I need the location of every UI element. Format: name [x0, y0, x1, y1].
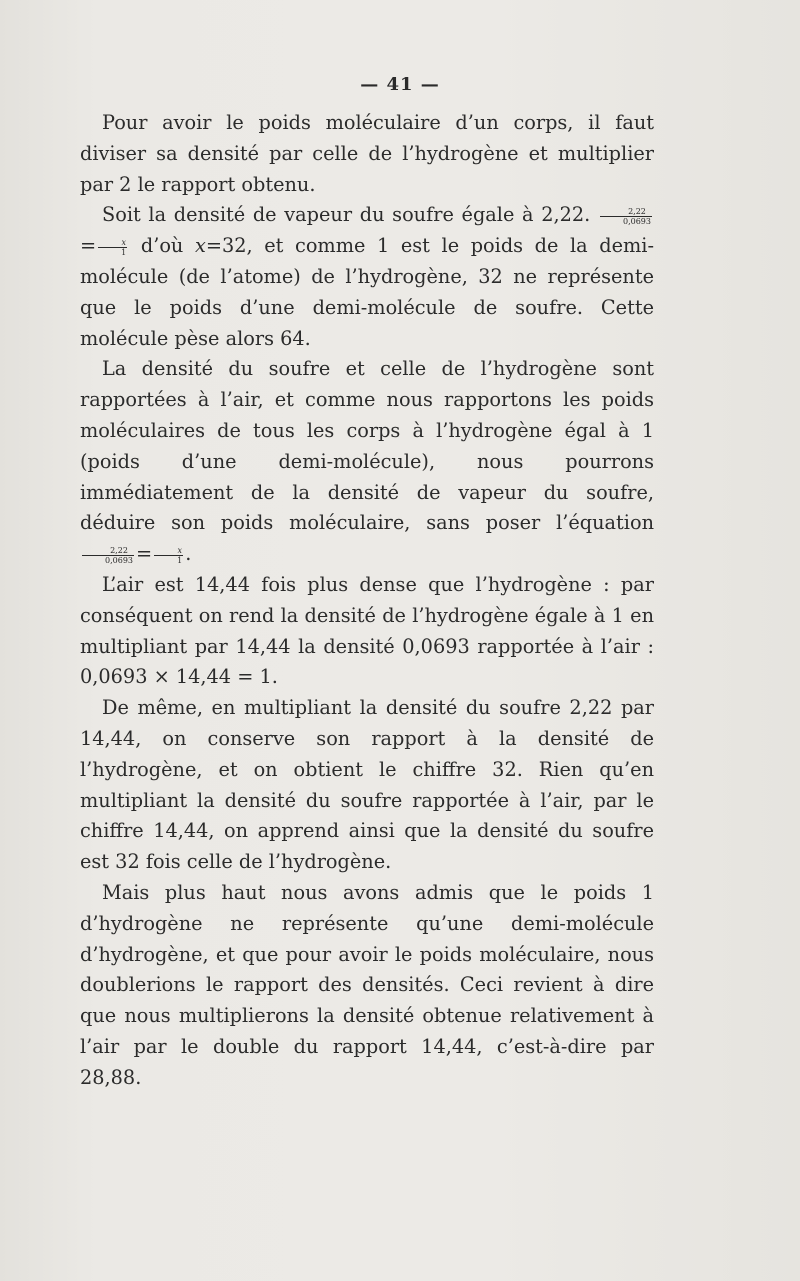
paragraph-1: Pour avoir le poids moléculaire d’un corps, il faut diviser sa densité par celle de l’hydrogène et multiplier par 2 le rapport obtenu.: [80, 111, 654, 196]
fraction-denominator: 1: [121, 247, 127, 257]
paragraph-2-rest: et comme 1 est le poids de la demi-molécule (de l’atome) de l’hydrogène, 32 ne représente que le poids d’une demi-molécule de soufre. Cette molécule pèse alors 64.: [80, 234, 654, 350]
paragraph-3: [80, 354, 654, 570]
fraction-numerator: 2,22: [82, 546, 134, 556]
fraction-denominator: 0,0693: [622, 216, 651, 226]
x-value: =32,: [205, 234, 253, 258]
fraction-numerator: x: [98, 238, 127, 248]
equals-sign: =: [136, 542, 153, 566]
paragraph-2: [80, 200, 654, 354]
fraction-density-ratio: [600, 207, 652, 226]
fraction-density-ratio: [82, 546, 134, 565]
fraction-denominator: 1: [177, 555, 183, 565]
paragraph-4: L’air est 14,44 fois plus dense que l’hydrogène : par conséquent on rend la densité de l’hydrogène égale à 1 en multipliant par 14,44 la densité 0,0693 rapportée à l’air : 0,0693 × 14,44 = 1.: [80, 572, 654, 689]
fraction-denominator: 0,0693: [105, 555, 133, 565]
fraction-numerator: 2,22: [600, 207, 652, 217]
equals-sign: =: [80, 234, 97, 258]
paragraph-6: Mais plus haut nous avons admis que le poids 1 d’hydrogène ne représente qu’une demi-molécule d’hydrogène, et que pour avoir le poids moléculaire, nous doublerions le rapport des densités. Ceci revient à dire que nous multiplierons la densité obtenue relativement à l’air par le double du rapport 14,44, c’est-à-dire par 28,88.: [80, 880, 654, 1089]
variable-x: x: [194, 234, 206, 258]
paragraph-2-lead: Soit la densité de vapeur du soufre égale à 2,22.: [102, 203, 591, 227]
body-text: [80, 108, 654, 1094]
paragraph-3-end: .: [185, 542, 192, 566]
paragraph-3-text: La densité du soufre et celle de l’hydrogène sont rapportées à l’air, et comme nous rapportons les poids moléculaires de tous les corps à l’hydrogène égal à 1 (poids d’une demi-molécule), nous pourrons immédiatement de la densité de vapeur du soufre, déduire son poids moléculaire, sans poser l’équation: [80, 357, 654, 535]
page-number: — 41 —: [360, 74, 440, 95]
fraction-x-over-one: [98, 238, 127, 257]
fraction-x-over-one: [154, 546, 183, 565]
paragraph-2-after-eq: d’où: [129, 234, 195, 258]
paragraph-5: De même, en multipliant la densité du soufre 2,22 par 14,44, on conserve son rapport à la densité de l’hydrogène, et on obtient le chiffre 32. Rien qu’en multipliant la densité du soufre rapportée à l’air, par le chiffre 14,44, on apprend ainsi que la densité du soufre est 32 fois celle de l’hydrogène.: [80, 696, 654, 874]
fraction-numerator: x: [154, 546, 183, 556]
